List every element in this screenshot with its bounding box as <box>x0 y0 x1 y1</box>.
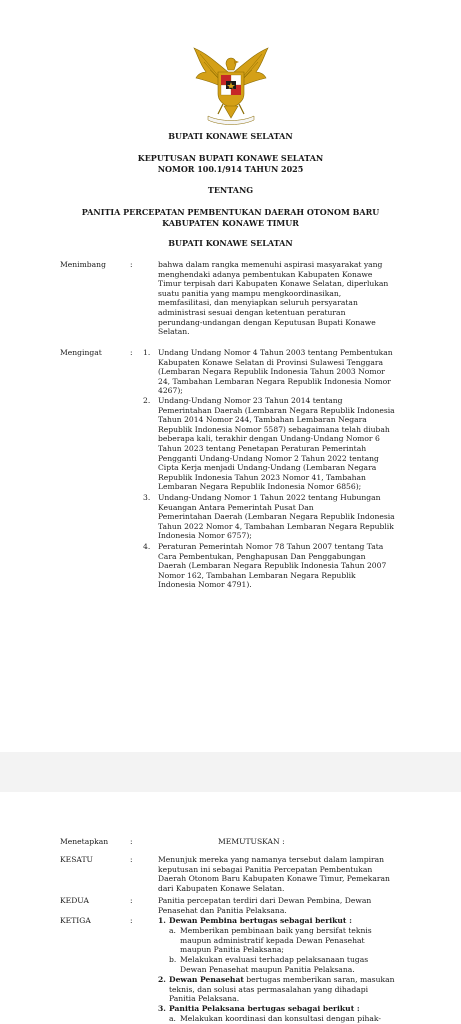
dewan-pembina-task-a: Memberikan pembinaan baik yang bersifat teknis maupun administratif kepada Dewan Penasehat maupun Panitia Pelaksana; <box>180 926 372 955</box>
decree-title: KEPUTUSAN BUPATI KONAWE SELATAN <box>137 153 324 163</box>
mengingat-item-2: Undang-Undang Nomor 23 Tahun 2014 tentang Pemerintahan Daerah (Lembaran Negara Republik Indonesia Tahun 2014 Nomor 244, Tambahan Lembaran Negara Republik Indonesia Nomor 5587) sebagaimana telah diubah beberapa kali, terakhir dengan Undang-Undang Nomor 6 Tahun 2023 tentang Penetapan Peraturan Pemerintah Pengganti Undang-Undang Nomor 2 Tahun 2022 tentang Cipta Kerja menjadi Undang-Undang (Lembaran Negara Republik Indonesia Tahun 2023 Nomor 41, Tambahan Lembaran Negara Republik Indonesia Nomor 6856); <box>158 396 395 492</box>
issuer-heading-repeat: BUPATI KONAWE SELATAN <box>168 238 293 248</box>
dewan-penasehat-text: Dewan Penasehat bertugas memberikan saran, masukan teknis, dan solusi atas permasalahan yang dihadapi Panitia Pelaksana. <box>169 975 395 1004</box>
mengingat-item-number: 3. <box>143 493 151 502</box>
mengingat-item-number: 2. <box>143 396 151 405</box>
memutuskan-heading: MEMUTUSKAN : <box>218 837 285 846</box>
ketiga-item-number: 3. <box>158 1004 166 1013</box>
garuda-pancasila-emblem <box>190 42 272 126</box>
subject-line-2: KABUPATEN KONAWE TIMUR <box>162 218 299 228</box>
subject-line-1: PANITIA PERCEPATAN PEMBENTUKAN DAERAH OTONOM BARU <box>81 207 380 217</box>
mengingat-colon: : <box>130 348 133 357</box>
kedua-label: KEDUA <box>60 896 89 905</box>
sub-item-letter: a. <box>169 1014 176 1023</box>
ketiga-item-number: 1. <box>158 916 166 925</box>
mengingat-label: Mengingat <box>60 348 102 357</box>
document-page-2 <box>0 792 461 1024</box>
mengingat-item-3: Undang-Undang Nomor 1 Tahun 2022 tentang Hubungan Keuangan Antara Pemerintah Pusat Dan Pemerintahan Daerah (Lembaran Negara Republik Indonesia Tahun 2022 Nomor 4, Tambahan Lembaran Negara Republik Indonesia Nomor 6757); <box>158 493 395 541</box>
menetapkan-colon: : <box>130 837 133 846</box>
sub-item-letter: b. <box>169 955 177 964</box>
panitia-pelaksana-heading: Panitia Pelaksana bertugas sebagai berikut : <box>169 1004 360 1013</box>
mengingat-item-1: Undang Undang Nomor 4 Tahun 2003 tentang Pembentukan Kabupaten Konawe Selatan di Provinsi Sulawesi Tenggara (Lembaran Negara Republik Indonesia Tahun 2003 Nomor 24, Tambahan Lembaran Negara Republik Indonesia Nomor 4267); <box>158 348 393 396</box>
menimbang-colon: : <box>130 260 133 269</box>
dewan-pembina-task-b: Melakukan evaluasi terhadap pelaksanaan tugas Dewan Penasehat maupun Panitia Pelaksana. <box>180 955 369 974</box>
menimbang-label: Menimbang <box>60 260 106 269</box>
ketiga-item-number: 2. <box>158 975 166 984</box>
ketiga-colon: : <box>130 916 133 925</box>
menimbang-text: bahwa dalam rangka memenuhi aspirasi masyarakat yang menghendaki adanya pembentukan Kabupaten Konawe Timur terpisah dari Kabupaten Konawe Selatan, diperlukan suatu panitia yang mampu mengkoordinasikan, memfasilitasi, dan menyiapkan seluruh persyaratan administrasi sesuai dengan ketentuan peraturan perundang-undangan dengan Keputusan Bupati Konawe Selatan. <box>158 260 389 337</box>
dewan-pembina-heading: Dewan Pembina bertugas sebagai berikut : <box>169 916 352 925</box>
mengingat-item-4: Peraturan Pemerintah Nomor 78 Tahun 2007 tentang Tata Cara Pembentukan, Penghapusan Dan Penggabungan Daerah (Lembaran Negara Republik Indonesia Tahun 2007 Nomor 162, Tambahan Lembaran Negara Republik Indonesia Nomor 4791). <box>158 542 387 590</box>
decree-number: NOMOR 100.1/914 TAHUN 2025 <box>157 164 304 174</box>
panitia-pelaksana-task-a: Melakukan koordinasi dan konsultasi dengan pihak- <box>180 1014 381 1023</box>
mengingat-item-number: 1. <box>143 348 151 357</box>
kesatu-colon: : <box>130 855 133 864</box>
kesatu-label: KESATU <box>60 855 93 864</box>
kedua-text: Panitia percepatan terdiri dari Dewan Pembina, Dewan Penasehat dan Panitia Pelaksana. <box>158 896 372 915</box>
mengingat-item-number: 4. <box>143 542 151 551</box>
kesatu-text: Menunjuk mereka yang namanya tersebut dalam lampiran keputusan ini sebagai Panitia Percepatan Pembentukan Daerah Otonom Baru Kabupaten Konawe Timur, Pemekaran dari Kabupaten Konawe Selatan. <box>158 855 390 893</box>
sub-item-letter: a. <box>169 926 176 935</box>
issuer-heading: BUPATI KONAWE SELATAN <box>168 131 293 141</box>
ketiga-label: KETIGA <box>60 916 91 925</box>
about-heading: TENTANG <box>207 185 254 195</box>
kedua-colon: : <box>130 896 133 905</box>
menetapkan-label: Menetapkan <box>60 837 109 846</box>
page-separator <box>0 752 461 792</box>
